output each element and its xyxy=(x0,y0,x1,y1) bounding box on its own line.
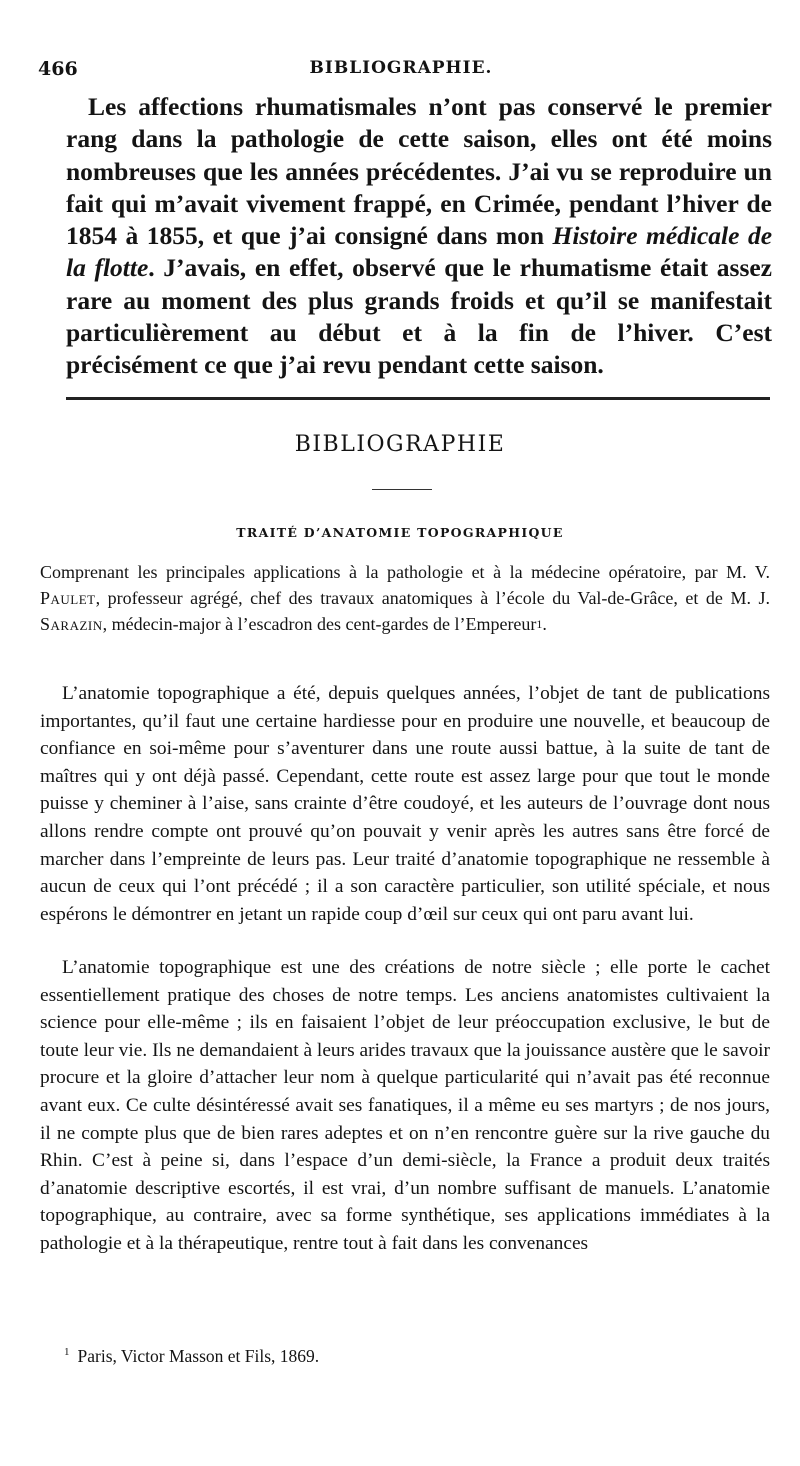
section-divider xyxy=(66,397,770,400)
body-paragraph-1-block xyxy=(40,680,770,928)
running-head xyxy=(38,58,764,84)
author-paulet: Paulet xyxy=(40,588,96,608)
intro-text-2: . J’avais, en effet, observé que le rhumatisme était assez rare au moment des plus grands froids et qu’il se manifestait particulièrement au début et à la fin de l’hiver. C’est précisément ce que j’ai revu pendant cette saison. xyxy=(66,253,773,380)
author-sarazin: Sarazin xyxy=(40,614,103,634)
running-title: BIBLIOGRAPHIE. xyxy=(309,58,493,78)
page-number: 466 xyxy=(38,58,78,80)
desc-text-1: Comprenant les principales applications à la pathologie et à la médecine opératoire, par M. V. xyxy=(40,562,770,582)
body-paragraph-2: L’anatomie topographique est une des créations de notre siècle ; elle porte le cachet essentiellement pratique des choses de notre temps. Les anciens anatomistes cultivaient la science pour elle-même ; ils en faisaient l’objet de leur préoccupation exclusive, le but de toute leur vie. Ils ne demandaient à leurs arides travaux que la jouissance austère que le savoir procure et la gloire d’attacher leur nom à quelque particularité qui n’avait pas été reconnue avant eux. Ce culte désintéressé avait ses fanatiques, il a même eu ses martyrs ; de nos jours, il ne compte plus que de bien rares adeptes et on n’en rencontre guère sur la rive gauche du Rhin. C’est à peine si, dans l’espace d’un demi-siècle, la France a produit deux traités d’anatomie descriptive escortés, il est vrai, d’un nombre suffisant de manuels. L’anatomie topographique, au contraire, avec sa forme synthétique, ses applications immédiates à la pathologie et à la thérapeutique, rentre tout à fait dans les convenances xyxy=(40,957,770,1254)
body-paragraph-2-block xyxy=(40,954,770,1258)
footnote-reference: 1 xyxy=(536,617,543,631)
footnote xyxy=(40,1346,794,1367)
desc-text-4: . xyxy=(542,614,547,634)
book-description xyxy=(40,559,770,637)
body-paragraph-1: L’anatomie topographique a été, depuis quelques années, l’objet de tant de publications importantes, qu’il faut une certaine hardiesse pour en produire une nouvelle, et beaucoup de confiance en soi-même pour s’aventurer dans une route aussi battue, à la suite de tant de maîtres qui y ont déjà passé. Cependant, cette route est assez large pour que tout le monde puisse y cheminer à l’aise, sans crainte d’être coudoyé, et les auteurs de l’ouvrage dont nous allons rendre compte ont prouvé qu’on pouvait y venir après les autres sans être forcé de marcher dans l’empreinte de leurs pas. Leur traité d’anatomie topographique ne ressemble à aucun de ceux qui l’ont précédé ; il a son caractère particulier, son utilité spéciale, et nous espérons le démontrer en jetant un rapide coup d’œil sur ceux qui ont paru avant lui. xyxy=(40,683,770,925)
section-title: BIBLIOGRAPHIE xyxy=(294,432,506,457)
intro-text-1: Les affections rhumatismales n’ont pas conservé le premier rang dans la pathologie de cette saison, elles ont été moins nombreuses que les années précédentes. J’ai vu se reproduire un fait qui m’avait vivement frappé, en Crimée, pendant l’hiver de 1854 à 1855, et que j’ai consigné dans mon xyxy=(66,92,772,251)
footnote-text: Paris, Victor Masson et Fils, 1869. xyxy=(77,1346,320,1366)
desc-text-3: , médecin-major à l’escadron des cent-gardes de l’Empereur xyxy=(102,614,537,634)
title-underline xyxy=(372,489,432,490)
footnote-mark: 1 xyxy=(64,1346,70,1359)
book-title: TRAITÉ D’ANATOMIE TOPOGRAPHIQUE xyxy=(236,525,564,540)
cited-book-title: Histoire médicale de la flotte xyxy=(66,221,773,283)
intro-paragraph xyxy=(66,91,772,382)
desc-text-2: , professeur agrégé, chef des travaux anatomiques à l’école du Val-de-Grâce, et de M. J. xyxy=(95,588,770,608)
